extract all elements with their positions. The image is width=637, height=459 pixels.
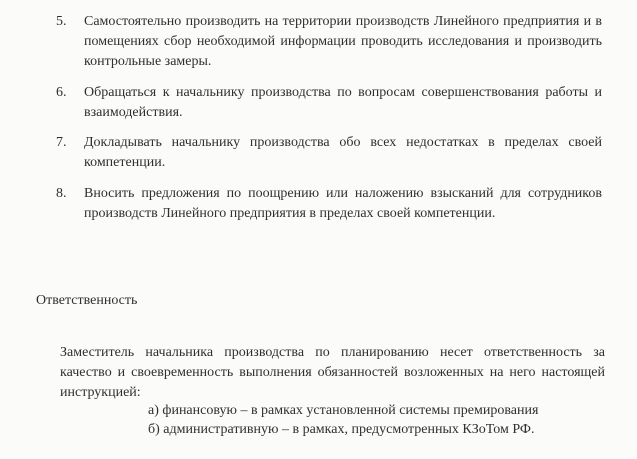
responsibility-subitem-b: б) административную – в рамках, предусмотренных КЗоТом РФ. [148,422,535,437]
list-item-8 [56,184,602,224]
responsibility-subitem-a: а) финансовую – в рамках установленной системы премирования [148,403,539,418]
section-heading: Ответственность [36,293,138,308]
list-item-5 [56,12,602,72]
list-item-text: Вносить предложения по поощрению или наложению взысканий для сотрудников производств Линейного предприятия в пределах своей компетенции. [84,186,602,221]
list-item-7 [56,133,602,173]
list-item-number: 8. [56,186,67,201]
list-item-number: 6. [56,85,67,100]
list-item-number: 7. [56,135,67,150]
list-item-text: Самостоятельно производить на территории производств Линейного предприятия и в помещениях сбор необходимой информации проводить исследования и производить контрольные замеры. [84,14,602,69]
list-item-text: Докладывать начальнику производства обо всех недостатках в пределах своей компетенции. [84,135,602,170]
list-item-number: 5. [56,14,67,29]
responsibility-paragraph: Заместитель начальника производства по планированию несет ответственность за качество и своевременность выполнения обязанностей возложенных на него настоящей инструкцией: [60,345,605,400]
list-item-6 [56,83,602,123]
list-item-text: Обращаться к начальнику производства по вопросам совершенствования работы и взаимодействия. [84,85,602,120]
